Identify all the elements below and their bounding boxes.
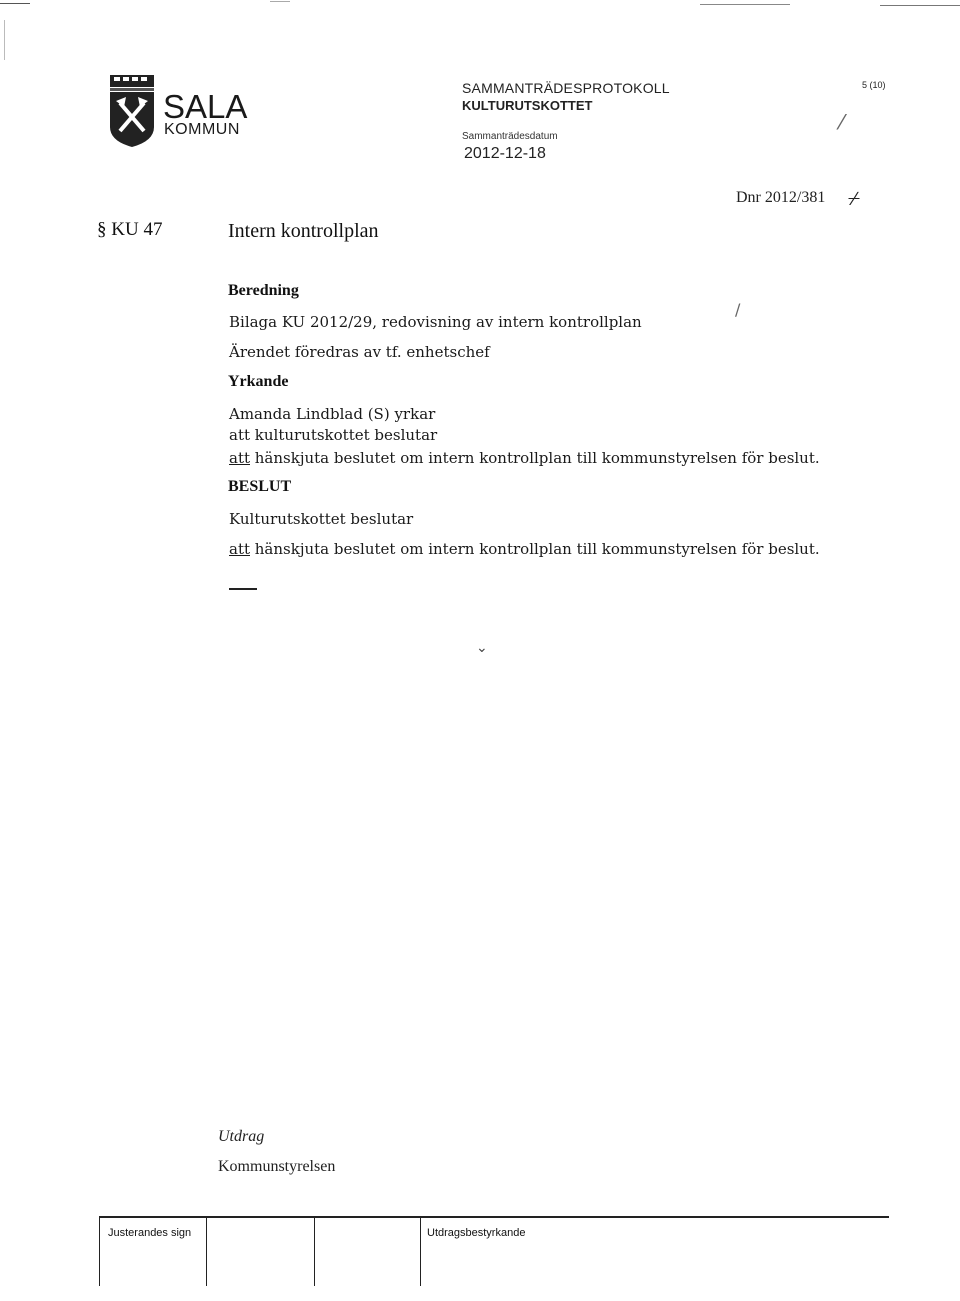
justerandes-sign-label: Justerandes sign — [108, 1227, 192, 1239]
case-number: Dnr 2012/381 — [736, 189, 826, 206]
page-number: 5 (10) — [862, 80, 886, 90]
signature-cell-utdragsbestyrkande — [420, 1218, 889, 1286]
municipal-crest-icon — [108, 75, 156, 147]
utdragsbestyrkande-label: Utdragsbestyrkande — [427, 1227, 526, 1239]
scan-edge-mark — [0, 3, 30, 4]
scan-edge-mark — [700, 4, 790, 5]
signature-cell-justerandes — [99, 1218, 206, 1286]
paragraph-title: Intern kontrollplan — [228, 220, 379, 242]
signature-cell — [314, 1218, 420, 1286]
scan-edge-mark — [270, 1, 290, 2]
handwritten-mark: ⌿ — [848, 186, 860, 210]
document-type: SAMMANTRÄDESPROTOKOLL — [462, 80, 670, 96]
date-label: Sammanträdesdatum — [462, 131, 558, 142]
yrkande-att: att — [229, 449, 250, 467]
utdrag-label: Utdrag — [218, 1128, 265, 1145]
yrkande-intro: att kulturutskottet beslutar — [229, 426, 438, 444]
beredning-attachment: Bilaga KU 2012/29, redovisning av intern kontrollplan — [229, 313, 642, 331]
yrkande-proposer: Amanda Lindblad (S) yrkar — [229, 405, 436, 423]
paragraph-number: § KU 47 — [97, 219, 163, 240]
beredning-presenter: Ärendet föredras av tf. enhetschef — [229, 343, 490, 361]
beredning-heading: Beredning — [228, 282, 299, 299]
handwritten-mark: ⌄ — [476, 640, 488, 656]
signature-cell — [206, 1218, 314, 1286]
organ-name: KULTURUTSKOTTET — [462, 98, 593, 113]
beslut-heading: BESLUT — [228, 478, 292, 495]
signature-table — [99, 1216, 889, 1286]
handwritten-mark: / — [735, 300, 741, 319]
yrkande-proposal — [229, 449, 820, 467]
beslut-att: att — [229, 540, 250, 558]
section-divider — [229, 588, 257, 590]
beslut-intro: Kulturutskottet beslutar — [229, 510, 414, 528]
scan-edge-mark — [880, 5, 960, 6]
utdrag-recipient: Kommunstyrelsen — [218, 1158, 336, 1175]
yrkande-proposal-text: hänskjuta beslutet om intern kontrollplan till kommunstyrelsen för beslut. — [250, 449, 820, 467]
yrkande-heading: Yrkande — [228, 373, 289, 390]
beslut-decision-text: hänskjuta beslutet om intern kontrollplan till kommunstyrelsen för beslut. — [250, 540, 820, 558]
logo-name: SALA — [163, 88, 248, 125]
handwritten-mark: ⁄ — [840, 110, 844, 134]
scan-edge-mark — [4, 20, 5, 60]
beslut-decision — [229, 540, 820, 558]
logo-subname: KOMMUN — [164, 121, 240, 138]
meeting-date: 2012-12-18 — [464, 145, 546, 162]
